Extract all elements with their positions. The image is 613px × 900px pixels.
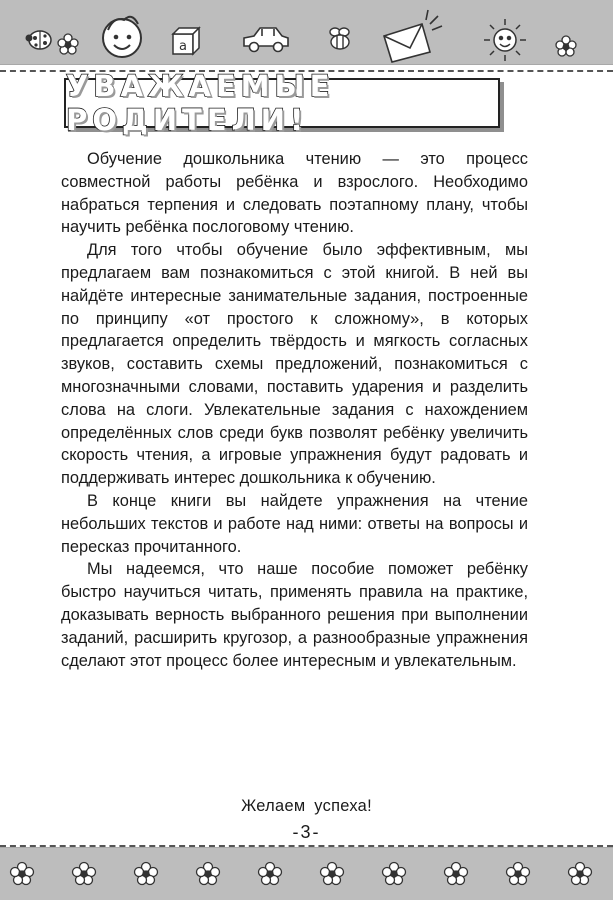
title-plaque <box>64 69 500 137</box>
header-band <box>0 0 613 65</box>
toy-block-icon <box>173 28 199 54</box>
page-title: УВАЖАЕМЫЕ РОДИТЕЛИ! <box>66 69 335 137</box>
flower-icon <box>321 863 344 885</box>
footer-flower-row <box>0 848 613 900</box>
smiley-face-icon <box>103 17 141 57</box>
flower-icon <box>507 863 530 885</box>
page-number: -3- <box>292 822 321 842</box>
flower-icon <box>383 863 406 885</box>
flower-icon <box>556 36 576 56</box>
svg-text:a: a <box>179 39 187 54</box>
flower-icon <box>259 863 282 885</box>
body-text <box>61 148 528 672</box>
paragraph-4: Мы надеемся, что наше пособие поможет ребёнку быстро научиться читать, применять правила на практике, доказывать верность выбранного решения при выполнении заданий, расширить кругозор, а разнообразные упражнения сделают этот процесс более интересным и увлекательным. <box>61 560 528 670</box>
flower-icon <box>73 863 96 885</box>
flower-icon <box>197 863 220 885</box>
car-icon <box>244 28 288 52</box>
bee-icon <box>330 28 349 49</box>
flower-icon <box>58 34 78 54</box>
paragraph-2: Для того чтобы обучение было эффективным, мы предлагаем вам познакомиться с этой книгой. В ней вы найдёте интересные занимательные задания, построенные по принципу «от простого к сложному», в которых предлагается определить твёрдость и мягкость согласных звуков, составить схемы предложений, познакомиться с многозначными словами, поставить ударения и разделить слова на слоги. Увлекательные задания с нахождением определённых слов среди букв позволят ребёнку увеличить скорость чтения, а игровые упражнения будут радовать и поддерживать интерес дошкольника к обучению. <box>61 241 528 488</box>
sun-icon <box>484 19 526 61</box>
flower-icon <box>445 863 468 885</box>
ladybug-icon <box>26 31 52 49</box>
signoff-text: Желаем успеха! <box>241 797 372 815</box>
envelope-icon <box>384 10 442 62</box>
flower-icon <box>135 863 158 885</box>
paragraph-1: Обучение дошкольника чтению — это процесс совместной работы ребёнка и взрослого. Необходимо набраться терпения и следовать поэтапному плану, чтобы научить ребёнка послоговому чтению. <box>61 150 528 237</box>
paragraph-3: В конце книги вы найдете упражнения на чтение небольших текстов и работе над ними: ответы на вопросы и пересказ прочитанного. <box>61 491 528 556</box>
flower-icon <box>569 863 592 885</box>
header-doodles <box>0 0 613 64</box>
flower-icon <box>11 863 34 885</box>
footer-band <box>0 847 613 900</box>
